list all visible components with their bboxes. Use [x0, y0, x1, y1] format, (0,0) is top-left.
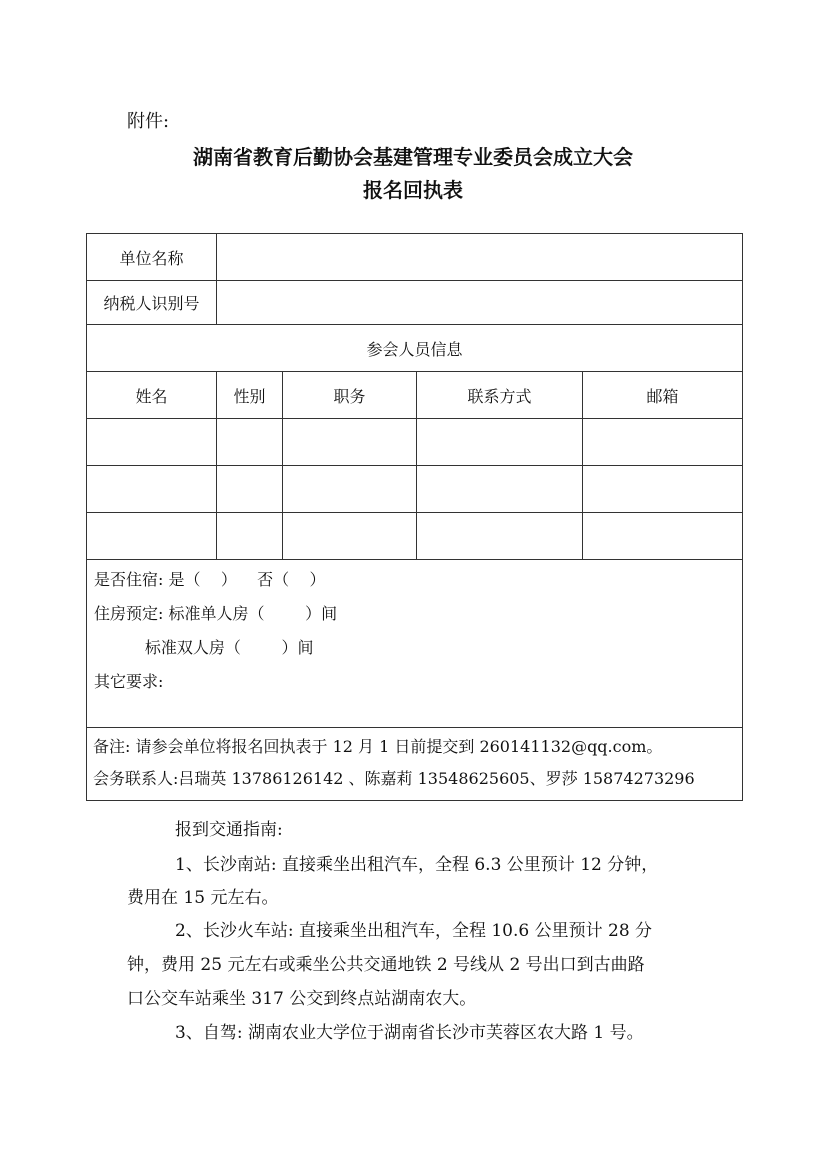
- remark-section: [87, 728, 743, 801]
- guide-item-2-line-2: 钟，费用 25 元左右或乘坐公共交通地铁 2 号线从 2 号出口到古曲路: [127, 955, 645, 975]
- attendee-row: [87, 513, 743, 560]
- column-header-gender: 性别: [217, 372, 283, 419]
- attendee-row: [87, 419, 743, 466]
- guide-item-2-line-3: 口公交车站乘坐 317 公交到终点站湖南农大。: [127, 989, 477, 1009]
- lodging-choice-line[interactable]: 是否住宿: 是（ ） 否（ ）: [94, 570, 326, 589]
- other-requests-line[interactable]: 其它要求:: [94, 672, 164, 691]
- taxpayer-id-field[interactable]: [217, 281, 743, 325]
- column-header-position: 职务: [283, 372, 417, 419]
- remark-submission-line: 备注: 请参会单位将报名回执表于 12 月 1 日前提交到 260141132@qq.com。: [93, 737, 663, 756]
- single-room-line[interactable]: 住房预定: 标准单人房（ ）间: [94, 604, 338, 623]
- guide-heading: 报到交通指南:: [175, 820, 283, 840]
- attendee-gender-cell[interactable]: [217, 513, 283, 560]
- attachment-label: 附件:: [127, 111, 170, 132]
- attendee-gender-cell[interactable]: [217, 419, 283, 466]
- attendee-name-cell[interactable]: [87, 419, 217, 466]
- attendee-contact-cell[interactable]: [417, 419, 583, 466]
- registration-form-table: [86, 233, 743, 801]
- guide-item-1-line-1: 1、长沙南站: 直接乘坐出租汽车，全程 6.3 公里预计 12 分钟，: [175, 855, 659, 875]
- column-header-email: 邮箱: [583, 372, 743, 419]
- attendee-row: [87, 466, 743, 513]
- attendee-email-cell[interactable]: [583, 513, 743, 560]
- remark-contacts-line: 会务联系人:吕瑞英 13786126142 、陈嘉莉 13548625605、罗莎 15874273296: [93, 769, 695, 788]
- attendee-name-cell[interactable]: [87, 513, 217, 560]
- attendee-position-cell[interactable]: [283, 466, 417, 513]
- attendee-section-header: 参会人员信息: [87, 325, 743, 372]
- attendee-email-cell[interactable]: [583, 466, 743, 513]
- attendee-email-cell[interactable]: [583, 419, 743, 466]
- guide-item-1-line-2: 费用在 15 元左右。: [127, 888, 279, 908]
- attendee-contact-cell[interactable]: [417, 466, 583, 513]
- attendee-gender-cell[interactable]: [217, 466, 283, 513]
- unit-name-field[interactable]: [217, 234, 743, 281]
- document-subtitle: 报名回执表: [363, 178, 463, 202]
- column-header-contact: 联系方式: [417, 372, 583, 419]
- attendee-position-cell[interactable]: [283, 419, 417, 466]
- attendee-position-cell[interactable]: [283, 513, 417, 560]
- attendee-name-cell[interactable]: [87, 466, 217, 513]
- attendee-contact-cell[interactable]: [417, 513, 583, 560]
- column-header-name: 姓名: [87, 372, 217, 419]
- document-title: 湖南省教育后勤协会基建管理专业委员会成立大会: [193, 145, 633, 169]
- taxpayer-id-label: 纳税人识别号: [87, 281, 217, 325]
- unit-name-label: 单位名称: [87, 234, 217, 281]
- lodging-section: [87, 560, 743, 728]
- double-room-line[interactable]: 标准双人房（ ）间: [94, 638, 314, 657]
- guide-item-3-line-1: 3、自驾: 湖南农业大学位于湖南省长沙市芙蓉区农大路 1 号。: [175, 1023, 644, 1043]
- guide-item-2-line-1: 2、长沙火车站: 直接乘坐出租汽车，全程 10.6 公里预计 28 分: [175, 921, 653, 941]
